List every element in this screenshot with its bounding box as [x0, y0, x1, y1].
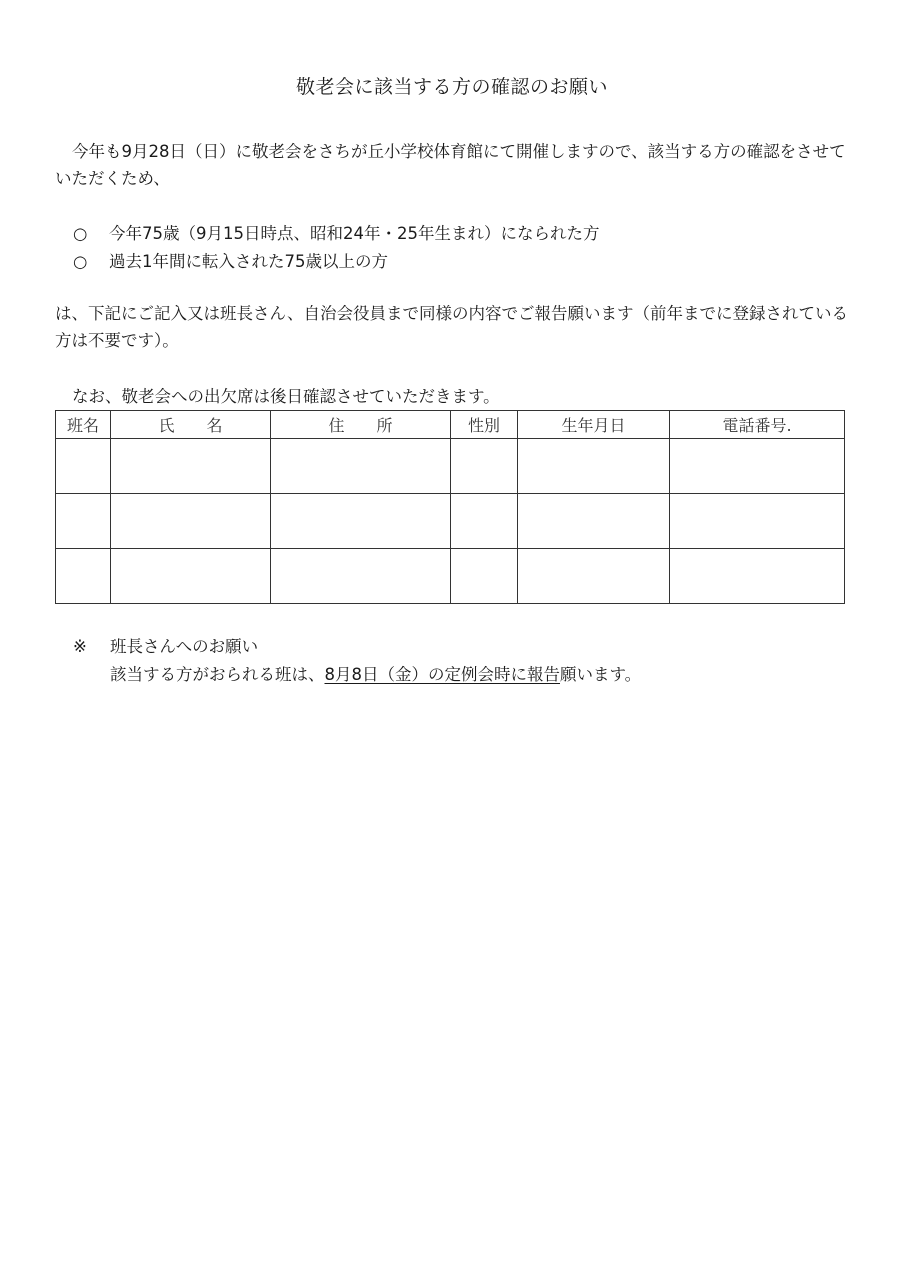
document-title: 敬老会に該当する方の確認のお願い	[295, 76, 608, 98]
leader-note	[73, 633, 641, 689]
header-gender: 性別	[451, 411, 518, 439]
note-heading: 班長さんへのお願い	[110, 637, 259, 656]
circle-bullet-icon: ○	[73, 252, 88, 271]
criteria-text: 過去1年間に転入された75歳以上の方	[109, 252, 388, 271]
address-cell[interactable]	[271, 494, 451, 549]
attendance-paragraph: なお、敬老会への出欠席は後日確認させていただきます。	[72, 387, 500, 406]
table-header-row	[56, 411, 845, 439]
header-phone: 電話番号.	[670, 411, 845, 439]
phone-cell[interactable]	[670, 439, 845, 494]
phone-cell[interactable]	[670, 494, 845, 549]
header-address: 住 所	[271, 411, 451, 439]
instruction-paragraph: は、下記にご記入又は班長さん、自治会役員まで同様の内容でご報告願います（前年までに登録されている方は不要です）。	[55, 304, 848, 350]
gender-cell[interactable]	[451, 494, 518, 549]
header-group: 班名	[56, 411, 111, 439]
intro-paragraph: 今年も9月28日（日）に敬老会をさちが丘小学校体育館にて開催しますので、該当する方の確認をさせていただくため、	[55, 142, 846, 188]
header-name: 氏 名	[111, 411, 271, 439]
criteria-list	[73, 220, 599, 276]
birthdate-cell[interactable]	[518, 439, 670, 494]
reference-mark-icon: ※	[73, 637, 87, 656]
group-cell[interactable]	[56, 439, 111, 494]
birthdate-cell[interactable]	[518, 494, 670, 549]
table-row	[56, 439, 845, 494]
criteria-item	[73, 220, 599, 248]
note-heading-row	[73, 633, 641, 661]
name-cell[interactable]	[111, 439, 271, 494]
group-cell[interactable]	[56, 494, 111, 549]
gender-cell[interactable]	[451, 439, 518, 494]
note-text-prefix: 該当する方がおられる班は、	[110, 665, 325, 684]
name-cell[interactable]	[111, 549, 271, 604]
gender-cell[interactable]	[451, 549, 518, 604]
address-cell[interactable]	[271, 439, 451, 494]
note-text-suffix: 願います。	[560, 665, 642, 684]
group-cell[interactable]	[56, 549, 111, 604]
criteria-item	[73, 248, 599, 276]
birthdate-cell[interactable]	[518, 549, 670, 604]
criteria-text: 今年75歳（9月15日時点、昭和24年・25年生まれ）になられた方	[109, 224, 600, 243]
address-cell[interactable]	[271, 549, 451, 604]
note-body	[73, 661, 641, 689]
registration-table	[55, 410, 845, 604]
circle-bullet-icon: ○	[73, 224, 88, 243]
phone-cell[interactable]	[670, 549, 845, 604]
table-row	[56, 494, 845, 549]
header-birthdate: 生年月日	[518, 411, 670, 439]
name-cell[interactable]	[111, 494, 271, 549]
table-row	[56, 549, 845, 604]
note-deadline: 8月8日（金）の定例会時に報告	[324, 665, 560, 684]
